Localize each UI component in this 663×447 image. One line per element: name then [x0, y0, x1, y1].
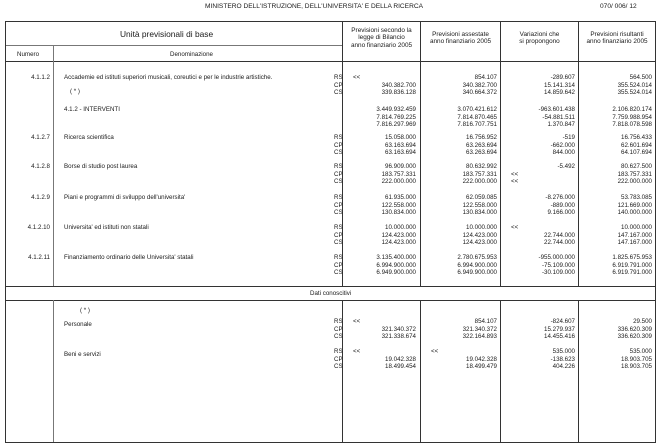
row-code: CS: [334, 89, 343, 97]
row-number: 4.1.2.10: [27, 224, 50, 231]
value-c3: -30.109.000: [541, 269, 575, 277]
value-c2: 63.263.694: [466, 141, 497, 149]
value-c3: 14.455.416: [544, 333, 575, 341]
value-c4: 336.620.309: [617, 325, 652, 333]
value-c4: 29.500: [633, 318, 652, 325]
value-c2: 2.780.675.953: [457, 254, 497, 261]
row-code: CS: [334, 149, 343, 157]
value-c2: 16.756.952: [466, 134, 497, 141]
value-c4: 16.756.433: [621, 134, 652, 141]
value-c1: 6.994.900.000: [376, 261, 416, 269]
value-c4: 147.167.000: [617, 231, 652, 239]
value-c1: 7.814.769.225: [376, 113, 416, 121]
value-c1: 61.935.000: [385, 194, 416, 201]
denominazione-header: Denominazione: [170, 51, 213, 58]
value-c2: <<: [431, 348, 439, 355]
row-number: 4.1.1.2: [31, 74, 50, 81]
row-denominazione: Piani e programmi di sviluppo dell'universita': [64, 194, 186, 201]
unita-divider: [5, 45, 342, 46]
dati-denominazione: Beni e servizi: [64, 351, 101, 358]
value-c1: 63.163.694: [385, 149, 416, 157]
right-border: [655, 21, 656, 442]
value-c4: 6.919.791.000: [612, 261, 652, 269]
row-code: CS: [334, 363, 343, 371]
value-c3: -662.000: [550, 141, 575, 149]
value-c4: 222.000.000: [617, 178, 652, 186]
table-top-border: [5, 21, 656, 22]
row-code: RS: [334, 163, 343, 170]
value-c2: 62.059.085: [466, 194, 497, 201]
value-c2: 183.757.331: [462, 170, 497, 178]
value-c4: 121.669.000: [617, 201, 652, 209]
value-c3: -824.607: [550, 318, 575, 325]
value-c3: 9.166.000: [547, 209, 575, 217]
value-c3: -889.000: [550, 201, 575, 209]
value-c4: 80.627.500: [621, 163, 652, 170]
row-code: RS: [334, 224, 343, 231]
value-c3: <<: [511, 170, 519, 178]
value-c2: 124.423.000: [462, 231, 497, 239]
value-c4: 62.601.694: [621, 141, 652, 149]
table-bottom-border: [5, 442, 656, 443]
value-c3: 844.000: [552, 149, 575, 157]
value-c1: 10.000.000: [385, 224, 416, 231]
value-c1: 339.836.128: [381, 89, 416, 97]
row-number: 4.1.2.7: [31, 134, 50, 141]
value-c1: 321.340.372: [381, 325, 416, 333]
row-code: CP: [334, 81, 343, 89]
row-code: CP: [334, 201, 343, 209]
value-c3: 15.279.937: [544, 325, 575, 333]
left-border: [5, 21, 6, 442]
row-code: CP: [334, 141, 343, 149]
value-c2: 3.070.421.612: [457, 106, 497, 113]
page-code: 070/ 006/ 12: [600, 3, 637, 10]
value-c2: 7.814.870.465: [457, 113, 497, 121]
value-c1: 3.449.932.459: [376, 106, 416, 113]
row-code: CP: [334, 261, 343, 269]
value-c1: 130.834.000: [381, 209, 416, 217]
value-c3: 535.000: [552, 348, 575, 355]
value-c3: 404.226: [552, 363, 575, 371]
value-c1: 183.757.331: [381, 170, 416, 178]
value-c4: 10.000.000: [621, 224, 652, 231]
row-code: CS: [334, 209, 343, 217]
value-c3: -519: [562, 134, 575, 141]
value-c2: 6.994.900.000: [457, 261, 497, 269]
value-c4: 18.903.705: [621, 355, 652, 363]
value-c2: 321.340.372: [462, 325, 497, 333]
col4-header: Previsioni risultanti anno finanziario 2005: [586, 31, 648, 46]
row-code: CP: [334, 355, 343, 363]
value-c1: 18.499.454: [385, 363, 416, 371]
dati-conoscitivi-title: Dati conoscitivi: [310, 290, 352, 297]
value-c2: 122.558.000: [462, 201, 497, 209]
value-c2: 854.107: [474, 74, 497, 81]
value-c1: 122.558.000: [381, 201, 416, 209]
value-c4: 18.903.705: [621, 363, 652, 371]
value-c3: 15.141.314: [544, 81, 575, 89]
value-c3: 1.370.847: [547, 121, 575, 129]
value-c3: -5.492: [557, 163, 575, 170]
value-c1: 222.000.000: [381, 178, 416, 186]
value-c1: <<: [353, 74, 361, 81]
value-c2: 130.834.000: [462, 209, 497, 217]
value-c1: 15.058.000: [385, 134, 416, 141]
value-c2: 80.632.992: [466, 163, 497, 170]
value-c2: 222.000.000: [462, 178, 497, 186]
section-divider-top: [5, 286, 656, 287]
col1-header: Previsioni secondo la legge di Bilancio anno finanziario 2005: [350, 27, 413, 49]
row-denominazione: ( * ): [70, 88, 80, 95]
row-code: RS: [334, 318, 343, 325]
value-c4: 7.818.078.598: [612, 121, 652, 129]
unita-header: Unità previsionali di base: [120, 29, 214, 39]
row-code: CP: [334, 231, 343, 239]
value-c4: 6.919.791.000: [612, 269, 652, 277]
value-c4: 53.783.085: [621, 194, 652, 201]
value-c1: 124.423.000: [381, 239, 416, 247]
value-c3: -54.881.511: [542, 113, 575, 121]
section-divider-bottom: [5, 300, 656, 301]
value-c1: 321.338.674: [381, 333, 416, 341]
value-c4: 64.107.694: [621, 149, 652, 157]
row-code: RS: [334, 134, 343, 141]
value-c1: 6.949.900.000: [376, 269, 416, 277]
value-c4: 355.524.014: [617, 81, 652, 89]
row-code: CS: [334, 333, 343, 341]
value-c2: 7.816.707.751: [457, 121, 497, 129]
value-c4: 355.524.014: [617, 89, 652, 97]
header-bottom-border: [5, 61, 656, 62]
value-c2: 854.107: [474, 318, 497, 325]
row-code: CS: [334, 239, 343, 247]
value-c4: 140.000.000: [617, 209, 652, 217]
row-number: 4.1.2.8: [31, 163, 50, 170]
row-code: CS: [334, 269, 343, 277]
value-c1: <<: [353, 348, 361, 355]
row-number: 4.1.2.9: [31, 194, 50, 201]
row-denominazione: 4.1.2 - INTERVENTI: [64, 106, 120, 113]
row-code: CP: [334, 325, 343, 333]
value-c2: 124.423.000: [462, 239, 497, 247]
row-code: RS: [334, 74, 343, 81]
value-c1: 3.135.400.000: [376, 254, 416, 261]
value-c3: <<: [511, 178, 519, 186]
value-c2: 322.164.893: [462, 333, 497, 341]
value-c1: 96.909.000: [385, 163, 416, 170]
row-code: CS: [334, 178, 343, 186]
value-c3: <<: [511, 224, 519, 231]
value-c3: -963.601.438: [538, 106, 575, 113]
row-denominazione: Ricerca scientifica: [64, 134, 114, 141]
value-c2: 63.263.694: [466, 149, 497, 157]
value-c1: 124.423.000: [381, 231, 416, 239]
numero-separator-lower: [53, 300, 54, 442]
value-c1: 340.382.700: [381, 81, 416, 89]
value-c3: -138.623: [550, 355, 575, 363]
dati-denominazione: Personale: [64, 321, 92, 328]
dati-note: ( * ): [80, 307, 90, 314]
value-c3: 22.744.000: [544, 231, 575, 239]
value-c2: 18.499.479: [466, 363, 497, 371]
value-c4: 1.825.675.953: [612, 254, 652, 261]
value-c1: 19.042.328: [385, 355, 416, 363]
row-code: RS: [334, 194, 343, 201]
value-c4: 7.759.988.954: [612, 113, 652, 121]
value-c3: -8.276.000: [545, 194, 575, 201]
value-c4: 2.106.820.174: [612, 106, 652, 113]
value-c4: 147.167.000: [617, 239, 652, 247]
value-c3: -955.000.000: [538, 254, 575, 261]
value-c3: -289.607: [550, 74, 575, 81]
value-c2: 10.000.000: [466, 224, 497, 231]
value-c4: 336.620.309: [617, 333, 652, 341]
ministry-title: MINISTERO DELL'ISTRUZIONE, DELL'UNIVERSITA' E DELLA RICERCA: [205, 3, 423, 10]
value-c3: 22.744.000: [544, 239, 575, 247]
value-c2: 340.664.372: [462, 89, 497, 97]
value-c2: 6.949.900.000: [457, 269, 497, 277]
value-c2: 19.042.328: [466, 355, 497, 363]
value-c3: -75.109.000: [541, 261, 575, 269]
col2-header: Previsioni assestate anno finanziario 2005: [429, 31, 492, 46]
value-c3: 14.859.642: [544, 89, 575, 97]
value-c2: 340.382.700: [462, 81, 497, 89]
row-denominazione: Universita' ed istituti non statali: [64, 224, 149, 231]
row-denominazione: Borse di studio post laurea: [64, 163, 138, 170]
value-c1: <<: [353, 318, 361, 325]
row-code: RS: [334, 254, 343, 261]
row-denominazione: Accademie ed istituti superiori musicali, coreutici e per le industrie artistiche.: [64, 74, 273, 81]
value-c4: 183.757.331: [617, 170, 652, 178]
row-denominazione: Finanziamento ordinario delle Universita' statali: [64, 254, 194, 261]
value-c1: 63.163.694: [385, 141, 416, 149]
numero-header: Numero: [17, 51, 40, 58]
value-c4: 564.500: [629, 74, 652, 81]
row-code: CP: [334, 170, 343, 178]
value-c1: 7.816.297.969: [376, 121, 416, 129]
row-code: RS: [334, 348, 343, 355]
col3-header: Variazioni che si propongono: [519, 31, 560, 46]
value-c4: 535.000: [629, 348, 652, 355]
numero-separator: [53, 45, 54, 286]
row-number: 4.1.2.11: [28, 254, 50, 261]
